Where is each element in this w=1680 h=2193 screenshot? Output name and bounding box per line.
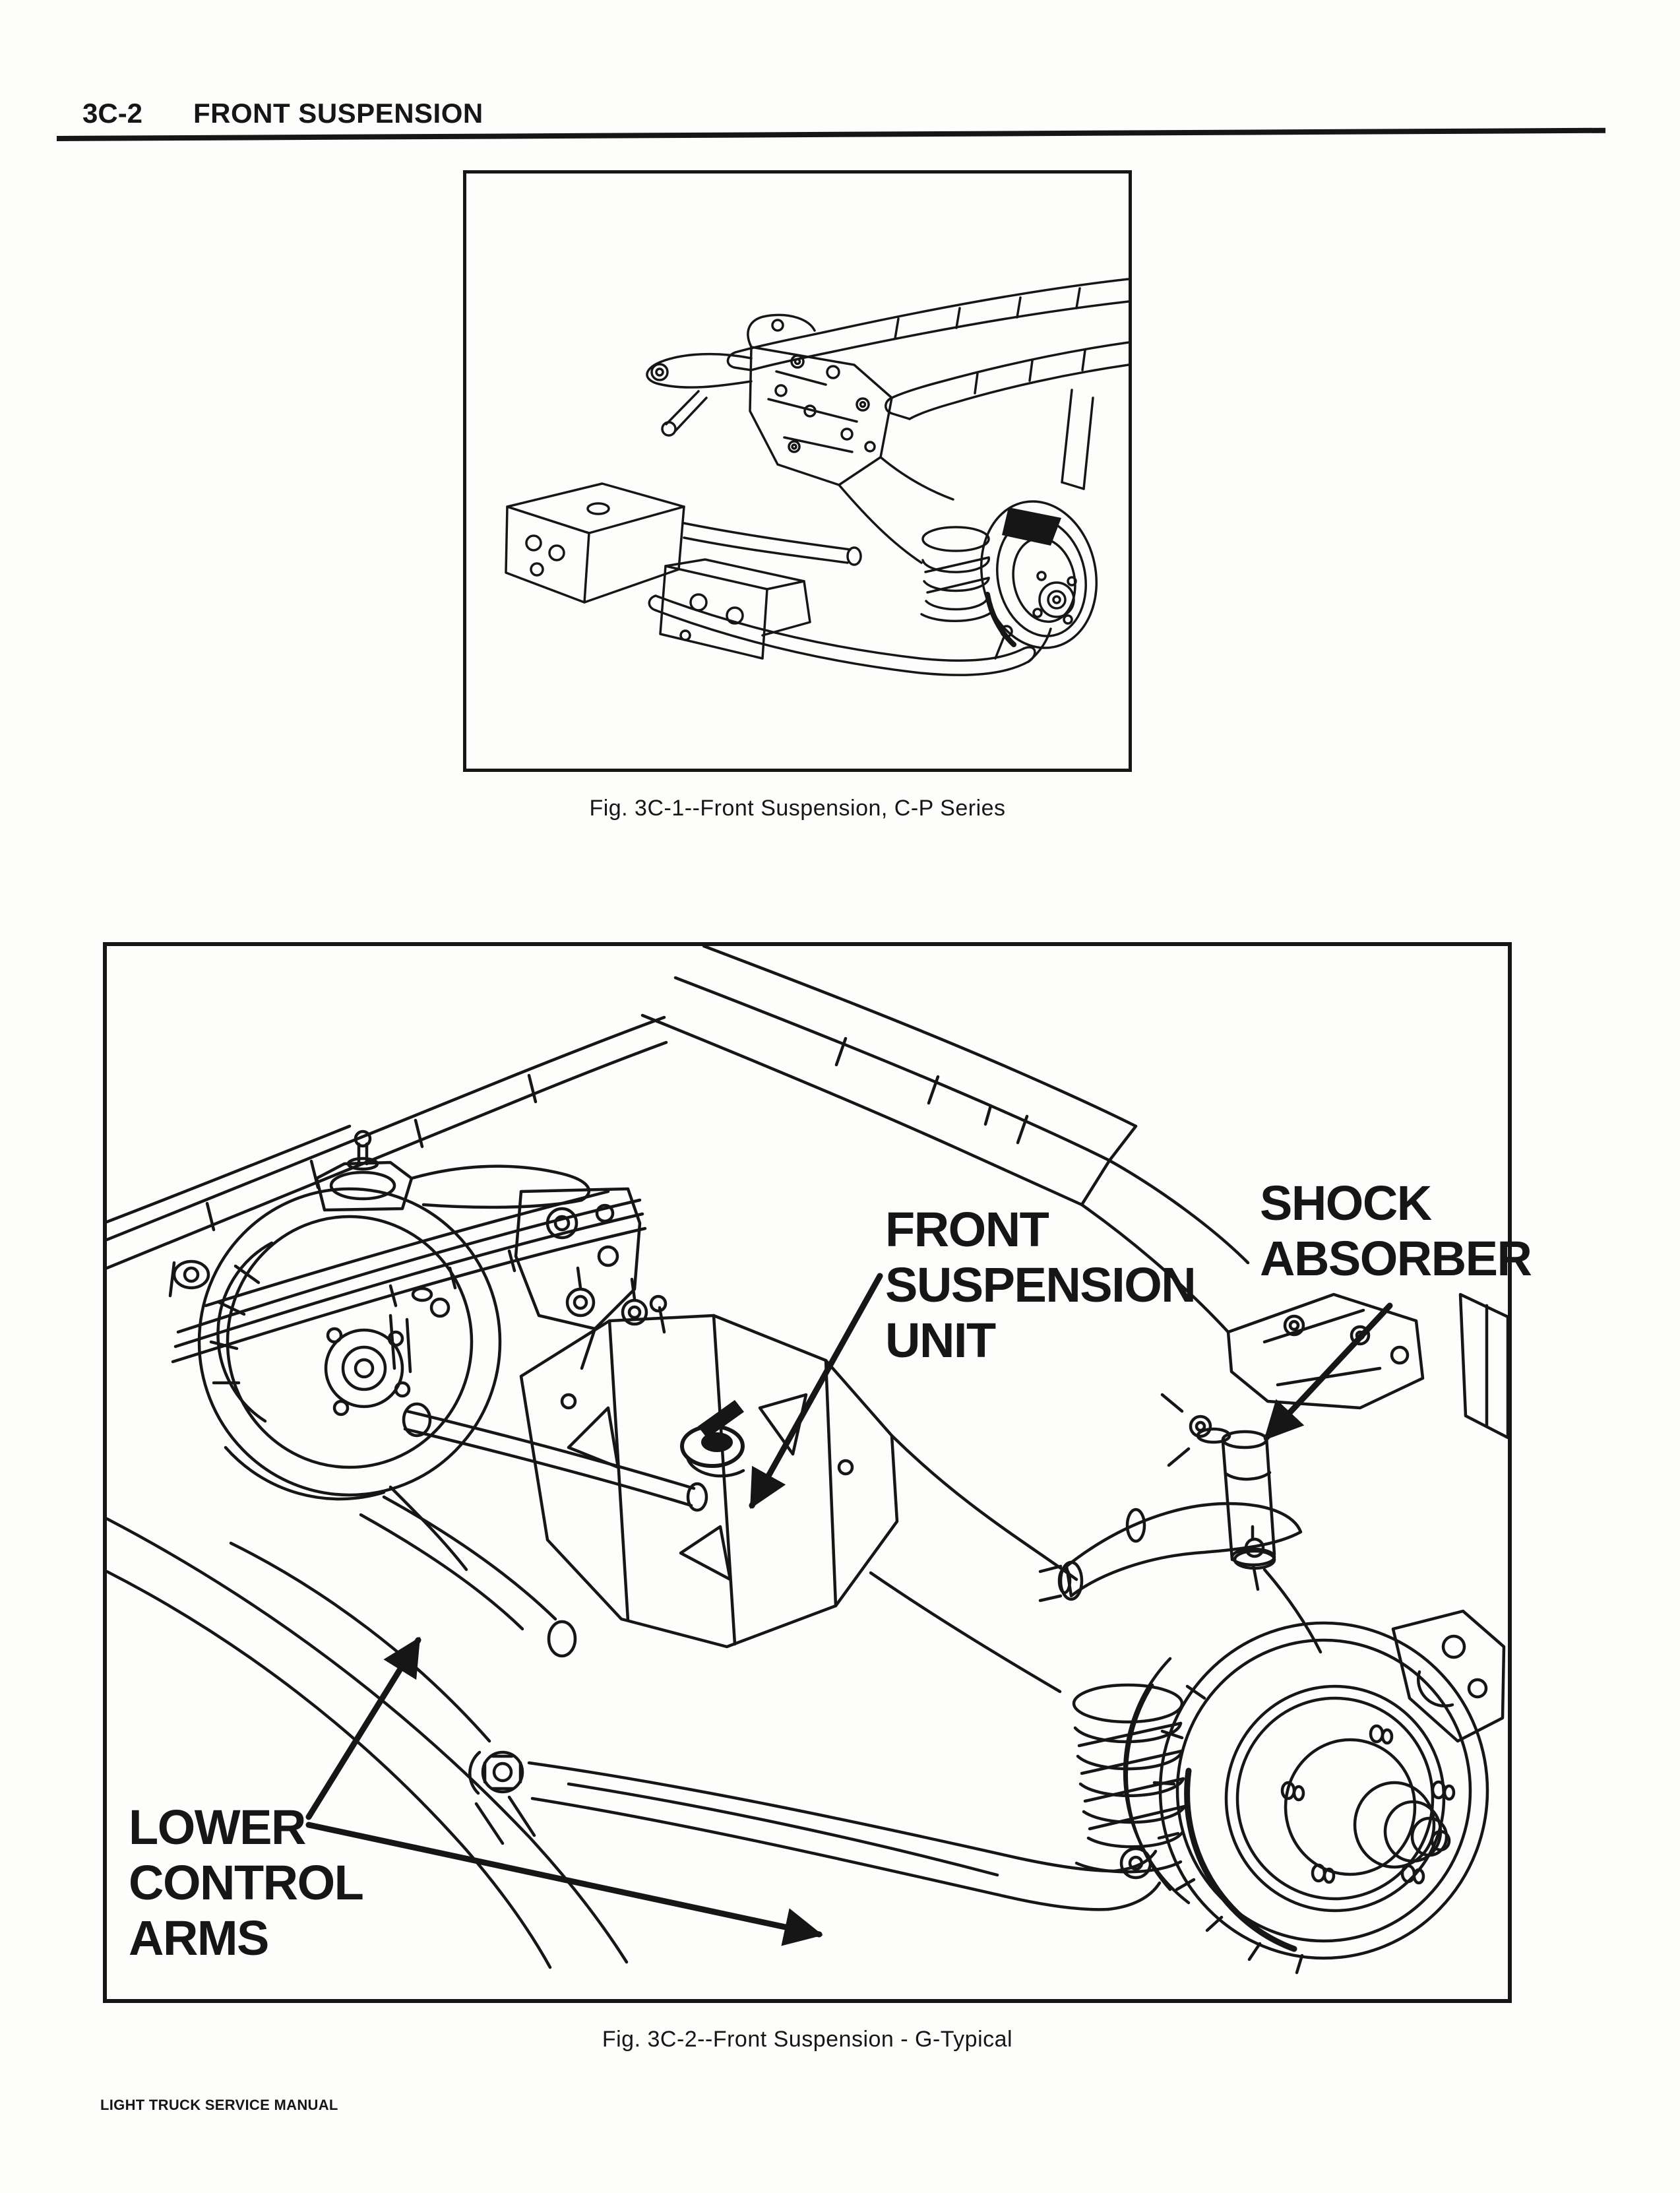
label-line: UNIT <box>885 1313 995 1368</box>
frame-horn <box>506 484 684 602</box>
figure-3c1-caption: Fig. 3C-1--Front Suspension, C-P Series <box>589 796 1006 821</box>
label-line: CONTROL <box>129 1855 363 1910</box>
figure-3c2-caption: Fig. 3C-2--Front Suspension - G-Typical <box>602 2027 1013 2052</box>
leader-arrow-front-suspension-unit <box>752 1276 880 1506</box>
frame-rails <box>728 279 1129 489</box>
upper-control-arm <box>647 354 751 435</box>
coil-spring <box>921 527 991 621</box>
steering-knuckle-cluster <box>748 315 892 485</box>
label-line: ABSORBER <box>1260 1231 1532 1286</box>
connecting-lines <box>839 457 1051 662</box>
left-brake-drum <box>170 1189 500 1499</box>
upper-left-beam <box>107 1017 666 1268</box>
label-lower-control-arms <box>129 1800 363 1966</box>
right-frame-bracket <box>1228 1294 1508 1438</box>
figure-3c2-frame <box>103 942 1532 2003</box>
label-shock-absorber <box>1260 1176 1531 1287</box>
label-line: SUSPENSION <box>885 1257 1196 1312</box>
header-rule <box>57 128 1605 141</box>
label-front-suspension-unit <box>885 1202 1195 1368</box>
label-line: SHOCK <box>1260 1176 1431 1230</box>
shock-absorber-part <box>1162 1395 1274 1589</box>
figure-3c1-frame <box>463 170 1132 772</box>
page-number: 3C-2 <box>82 98 143 129</box>
leader-arrows-lower-control-arms <box>309 1640 819 1934</box>
crossmember-strut <box>684 523 861 565</box>
left-upper-ball-joint <box>317 1131 589 1210</box>
brake-disc <box>1125 1611 1504 1973</box>
lower-bracket <box>660 559 810 658</box>
label-line: ARMS <box>129 1911 268 1965</box>
manual-footer: LIGHT TRUCK SERVICE MANUAL <box>100 2097 338 2113</box>
brake-rotor-hub <box>968 491 1110 659</box>
stabilizer-bar <box>649 596 1035 675</box>
figure-3c1-illustration <box>466 174 1129 769</box>
label-line: LOWER <box>129 1800 305 1855</box>
page-title: FRONT SUSPENSION <box>193 98 483 129</box>
label-line: FRONT <box>885 1202 1049 1257</box>
